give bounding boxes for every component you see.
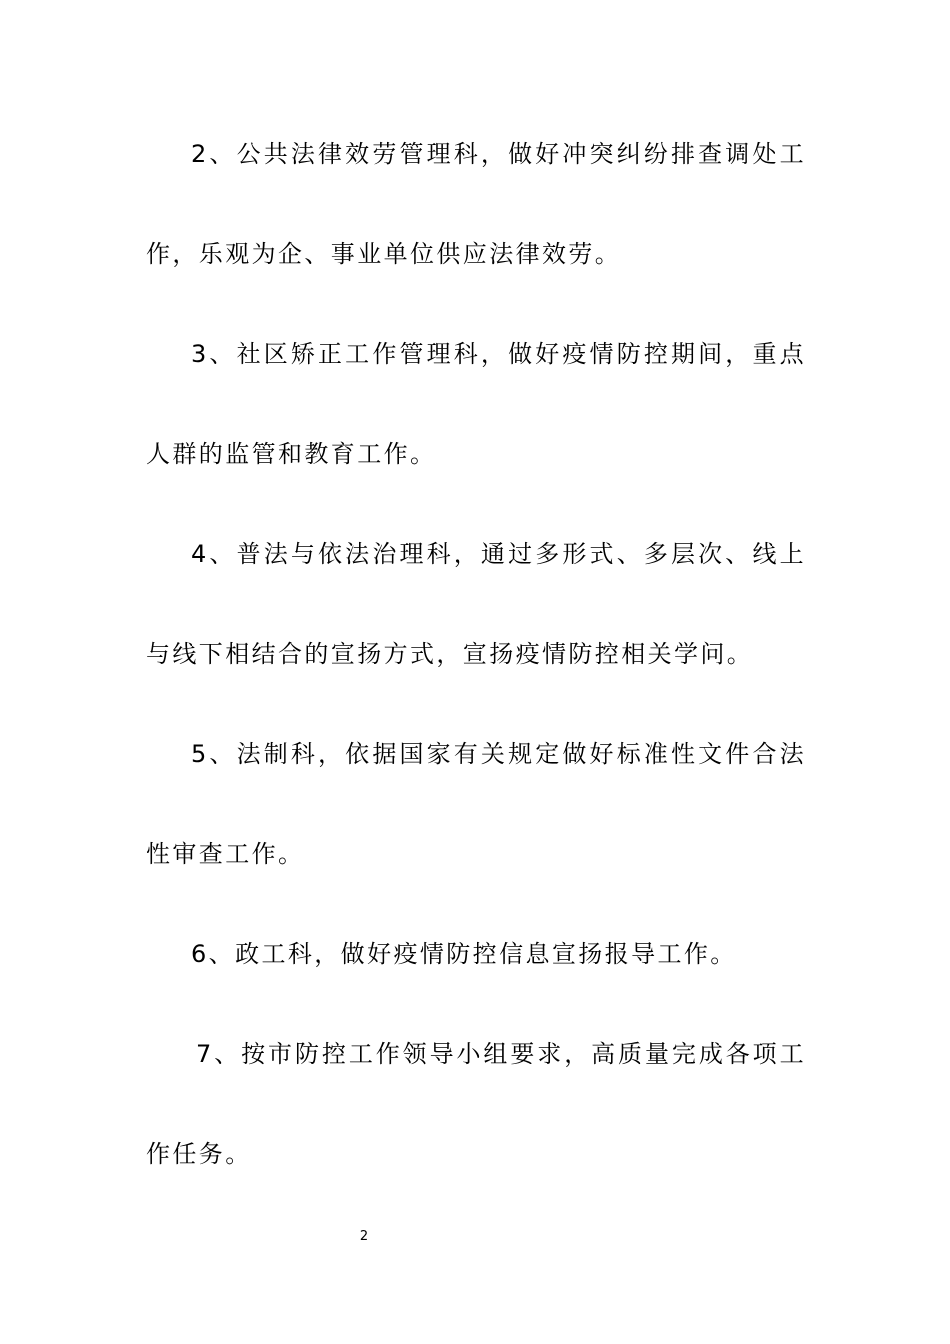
paragraph-item-7: 7、按市防控工作领导小组要求，高质量完成各项工作任务。 [146, 1040, 806, 1168]
paragraph-item-5: 5、法制科，依据国家有关规定做好标准性文件合法性审查工作。 [146, 740, 806, 868]
paragraph-item-4: 4、普法与依法治理科，通过多形式、多层次、线上与线下相结合的宣扬方式，宣扬疫情防控相关学问。 [146, 540, 806, 668]
paragraph-item-2: 2、公共法律效劳管理科，做好冲突纠纷排查调处工作，乐观为企、事业单位供应法律效劳。 [146, 140, 806, 268]
paragraph-item-3: 3、社区矫正工作管理科，做好疫情防控期间，重点人群的监管和教育工作。 [146, 340, 806, 468]
page-number: 2 [359, 1229, 369, 1244]
paragraph-item-6: 6、政工科，做好疫情防控信息宣扬报导工作。 [191, 940, 737, 968]
